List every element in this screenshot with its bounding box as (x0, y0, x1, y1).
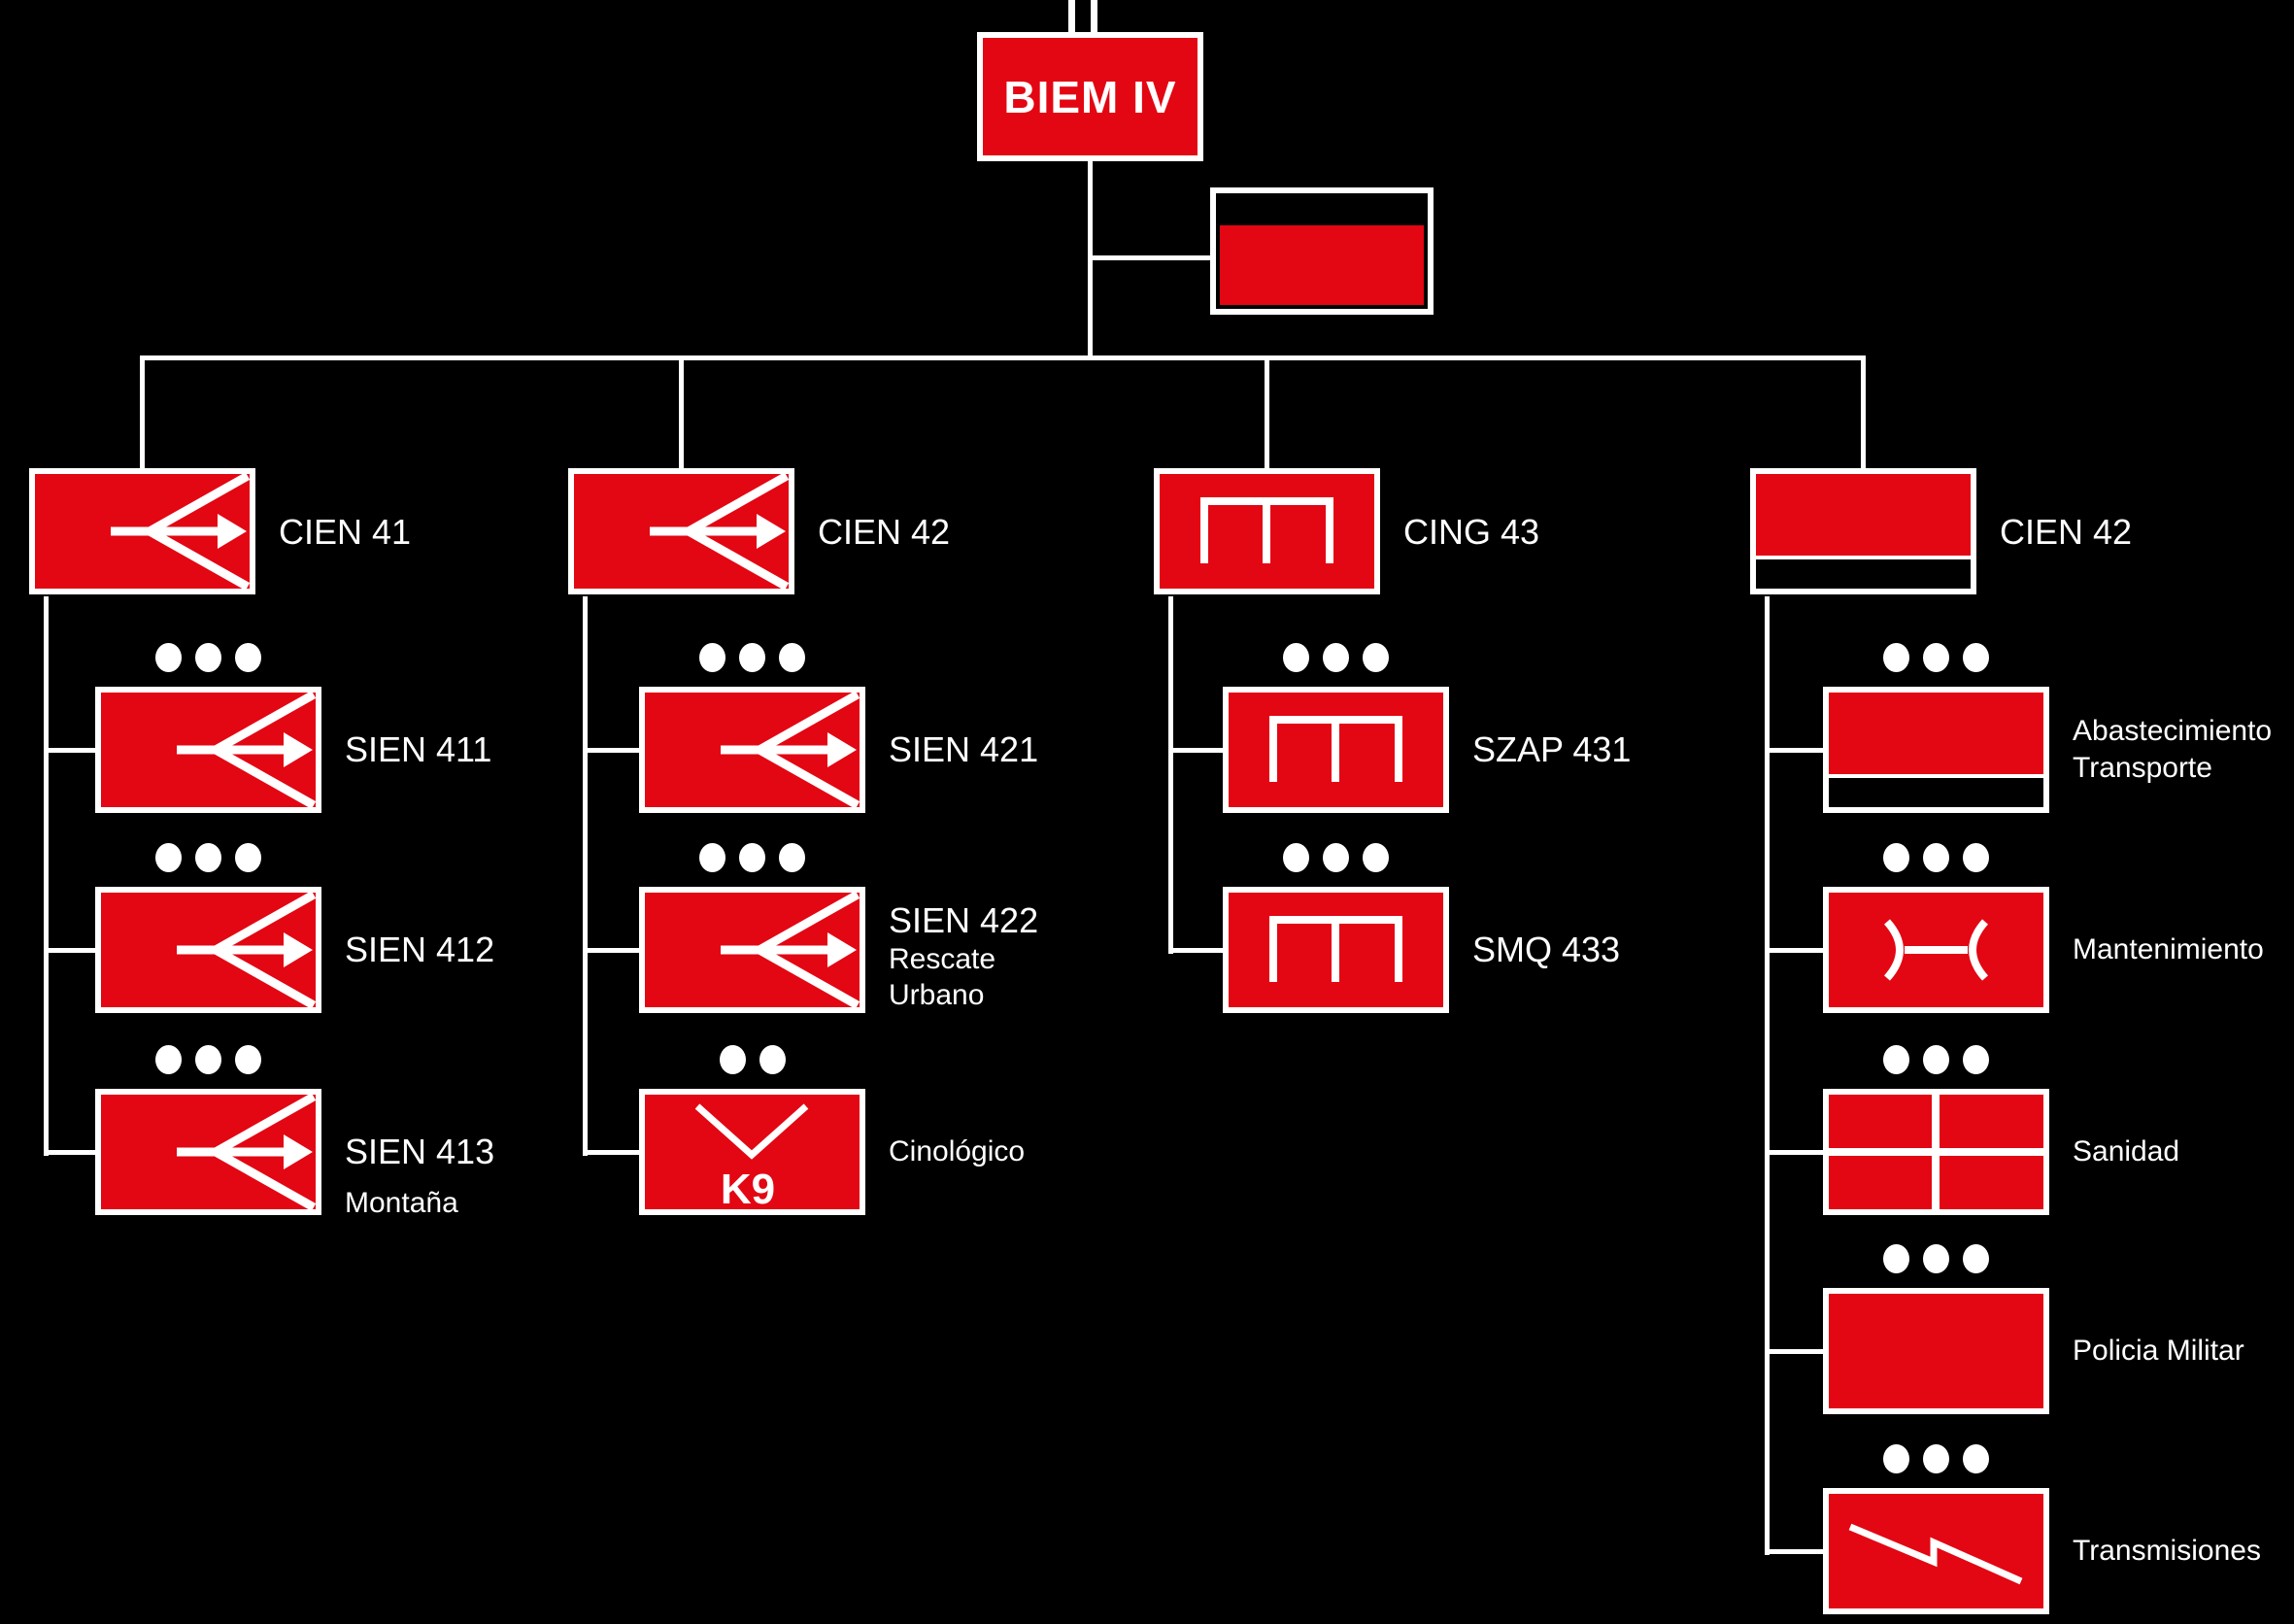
connector-hq-stub (1090, 255, 1212, 260)
unit-box-sanidad (1823, 1089, 2049, 1215)
dot-icon (235, 643, 261, 672)
unit-label: SZAP 431 (1472, 729, 1632, 769)
unit-box-k9 (639, 1089, 865, 1215)
dot-icon (235, 843, 261, 872)
unit-label: Policia Militar (2073, 1335, 2244, 1367)
connector-stub (1168, 948, 1225, 953)
unit-sublabel: Montaña (345, 1187, 458, 1219)
connector-distribution (140, 355, 1866, 360)
connector-stub (44, 948, 97, 953)
unit-label: CIEN 42 (818, 512, 951, 552)
assault-arrow-icon (101, 893, 316, 1007)
dot-icon (1883, 643, 1909, 672)
dot-icon (1923, 1444, 1949, 1473)
dot-icon (1323, 643, 1349, 672)
connector-stub (44, 1150, 97, 1155)
dot-icon (1923, 643, 1949, 672)
connector-stub (1765, 1549, 1825, 1554)
unit-label: CIEN 42 (2000, 512, 2133, 552)
unit-box-abastecimiento (1823, 687, 2049, 813)
echelon-bar-icon (1068, 0, 1075, 33)
unit-box-sien-412 (95, 887, 321, 1013)
unit-label: CIEN 41 (279, 512, 412, 552)
echelon-dots (1883, 1045, 1989, 1074)
unit-box-biem-iv (977, 32, 1203, 161)
maintenance-wrench-icon (1829, 893, 2043, 1007)
engineer-bridge-icon (1229, 693, 1443, 807)
engineer-bridge-icon (1229, 893, 1443, 1007)
dot-icon (779, 843, 805, 872)
dot-icon (1963, 1444, 1989, 1473)
connector-drop (1265, 355, 1269, 470)
dot-icon (779, 643, 805, 672)
dot-icon (1923, 843, 1949, 872)
dot-icon (1883, 1444, 1909, 1473)
dot-icon (699, 643, 725, 672)
dot-icon (155, 643, 182, 672)
unit-label: SIEN 413 (345, 1132, 495, 1171)
dot-icon (1363, 843, 1389, 872)
connector-stub (1168, 748, 1225, 753)
echelon-dots (1883, 643, 1989, 672)
connector-drop (140, 355, 145, 470)
dot-icon (699, 843, 725, 872)
hq-red-fill (1220, 225, 1424, 305)
dot-icon (195, 843, 221, 872)
dot-icon (1923, 1244, 1949, 1273)
unit-box-sien-411 (95, 687, 321, 813)
unit-label: Transporte (2073, 752, 2212, 784)
connector-spine (583, 596, 588, 1156)
unit-box-sien-422 (639, 887, 865, 1013)
dot-icon (1923, 1045, 1949, 1074)
dot-icon (1963, 643, 1989, 672)
echelon-dots (155, 1045, 261, 1074)
unit-title: BIEM IV (1003, 71, 1177, 122)
connector-stub (44, 748, 97, 753)
unit-sublabel: Rescate (889, 943, 996, 975)
dot-icon (1283, 643, 1309, 672)
echelon-dots (1883, 1444, 1989, 1473)
echelon-dots (155, 843, 261, 872)
dot-icon (720, 1045, 746, 1074)
unit-box-sien-413 (95, 1089, 321, 1215)
unit-box-szap-431 (1223, 687, 1449, 813)
connector-spine (44, 596, 49, 1156)
dot-icon (195, 643, 221, 672)
assault-arrow-icon (645, 893, 860, 1007)
dot-icon (1963, 1045, 1989, 1074)
connector-stub (1765, 1349, 1825, 1354)
dot-icon (235, 1045, 261, 1074)
assault-arrow-icon (101, 693, 316, 807)
unit-label: SIEN 412 (345, 930, 495, 969)
dot-icon (1883, 1244, 1909, 1273)
connector-stub (583, 948, 641, 953)
black-band (1829, 774, 2043, 807)
echelon-dots (720, 1045, 786, 1074)
signal-flash-icon (1829, 1494, 2043, 1608)
unit-label: Abastecimiento (2073, 715, 2273, 747)
dot-icon (1963, 1244, 1989, 1273)
unit-box-policia-militar (1823, 1288, 2049, 1414)
unit-box-transmisiones (1823, 1488, 2049, 1614)
unit-box-mantenimiento (1823, 887, 2049, 1013)
unit-box-cing-43 (1154, 468, 1380, 594)
unit-label: SIEN 421 (889, 729, 1039, 769)
unit-box-cien-42-log (1750, 468, 1976, 594)
medical-cross-icon (1829, 1095, 2043, 1209)
unit-box-sien-421 (639, 687, 865, 813)
unit-label: Sanidad (2073, 1135, 2180, 1167)
connector-stub (1765, 748, 1825, 753)
dot-icon (1363, 643, 1389, 672)
dot-icon (1883, 1045, 1909, 1074)
dot-icon (1883, 843, 1909, 872)
unit-label: Transmisiones (2073, 1535, 2261, 1567)
assault-arrow-icon (35, 474, 250, 589)
dot-icon (739, 843, 765, 872)
unit-label: Cinológico (889, 1135, 1026, 1167)
dot-icon (195, 1045, 221, 1074)
dot-icon (155, 1045, 182, 1074)
connector-stub (1765, 948, 1825, 953)
black-band (1756, 556, 1971, 589)
unit-label: Mantenimiento (2073, 933, 2264, 965)
assault-arrow-icon (645, 693, 860, 807)
connector-stub (1765, 1150, 1825, 1155)
echelon-dots (1883, 843, 1989, 872)
unit-sublabel: Urbano (889, 979, 985, 1011)
engineer-bridge-icon (1160, 474, 1374, 589)
connector-spine (1765, 596, 1770, 1555)
connector-drop (679, 355, 684, 470)
dot-icon (759, 1045, 786, 1074)
dot-icon (155, 843, 182, 872)
k9-text: K9 (720, 1166, 776, 1209)
echelon-dots (1883, 1244, 1989, 1273)
unit-box-cien-42 (568, 468, 794, 594)
echelon-dots (1283, 643, 1389, 672)
dot-icon (1323, 843, 1349, 872)
assault-arrow-icon (574, 474, 789, 589)
connector-spine (1168, 596, 1173, 954)
echelon-bar-icon (1091, 0, 1097, 33)
echelon-dots (1283, 843, 1389, 872)
unit-label: SIEN 411 (345, 729, 492, 769)
unit-label: SIEN 422 (889, 900, 1039, 940)
connector-stub (583, 748, 641, 753)
unit-label: CING 43 (1403, 512, 1540, 552)
dot-icon (739, 643, 765, 672)
k9-vee-icon (645, 1095, 860, 1209)
echelon-dots (699, 643, 805, 672)
connector-stub (583, 1150, 641, 1155)
connector-drop (1861, 355, 1866, 470)
unit-label: SMQ 433 (1472, 930, 1621, 969)
dot-icon (1963, 843, 1989, 872)
assault-arrow-icon (101, 1095, 316, 1209)
unit-box-smq-433 (1223, 887, 1449, 1013)
echelon-dots (155, 643, 261, 672)
dot-icon (1283, 843, 1309, 872)
unit-box-cien-41 (29, 468, 255, 594)
unit-box-hq-company (1210, 187, 1434, 315)
echelon-dots (699, 843, 805, 872)
